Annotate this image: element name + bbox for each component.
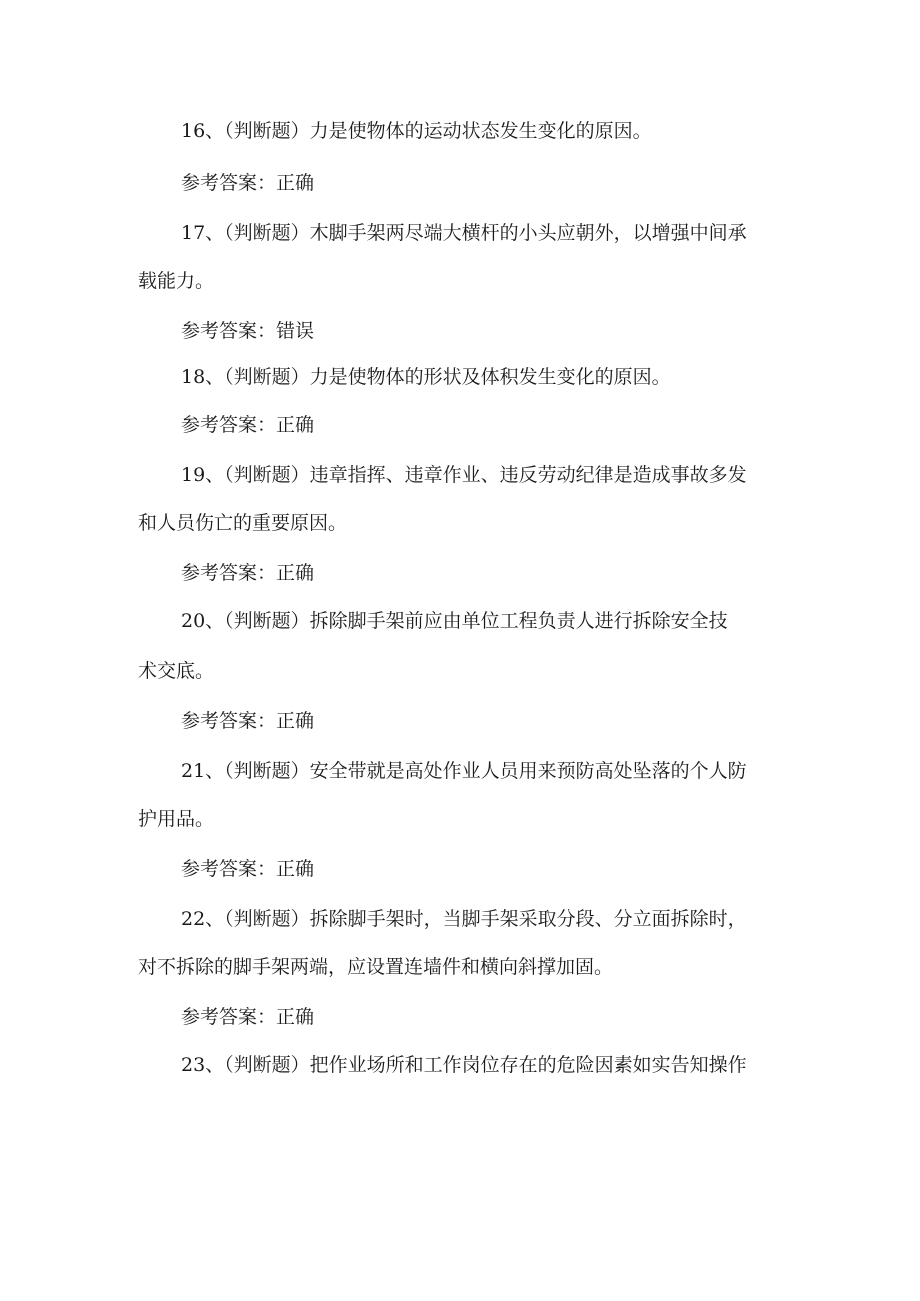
- answer-19: 参考答案：正确: [181, 562, 315, 584]
- question-21-line-1: 21、（判断题）安全带就是高处作业人员用来预防高处坠落的个人防: [181, 760, 747, 782]
- question-17-line-1: 17、（判断题）木脚手架两尽端大横杆的小头应朝外，以增强中间承: [181, 222, 747, 244]
- question-22-line-1: 22、（判断题）拆除脚手架时，当脚手架采取分段、分立面拆除时，: [181, 908, 747, 930]
- question-16-line-1: 16、（判断题）力是使物体的运动状态发生变化的原因。: [181, 120, 652, 142]
- question-21-line-2: 护用品。: [138, 808, 215, 830]
- question-20-line-1: 20、（判断题）拆除脚手架前应由单位工程负责人进行拆除安全技: [181, 610, 728, 632]
- answer-22: 参考答案：正确: [181, 1006, 315, 1028]
- answer-18: 参考答案：正确: [181, 414, 315, 436]
- answer-21: 参考答案：正确: [181, 858, 315, 880]
- question-23-line-1: 23、（判断题）把作业场所和工作岗位存在的危险因素如实告知操作: [181, 1054, 747, 1076]
- question-19-line-2: 和人员伤亡的重要原因。: [138, 512, 348, 534]
- question-17-line-2: 载能力。: [138, 270, 215, 292]
- question-18-line-1: 18、（判断题）力是使物体的形状及体积发生变化的原因。: [181, 366, 671, 388]
- question-22-line-2: 对不拆除的脚手架两端，应设置连墙件和横向斜撑加固。: [138, 956, 614, 978]
- answer-20: 参考答案：正确: [181, 710, 315, 732]
- question-20-line-2: 术交底。: [138, 660, 215, 682]
- answer-16: 参考答案：正确: [181, 172, 315, 194]
- answer-17: 参考答案：错误: [181, 320, 315, 342]
- question-19-line-1: 19、（判断题）违章指挥、违章作业、违反劳动纪律是造成事故多发: [181, 464, 747, 486]
